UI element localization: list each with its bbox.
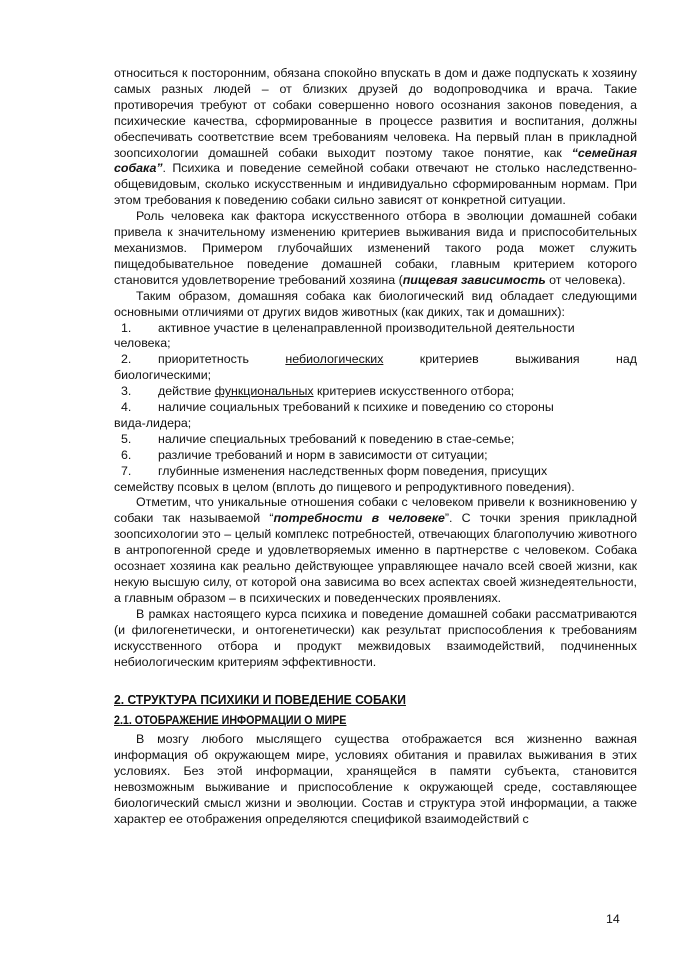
list-number: 7.: [121, 463, 132, 478]
list-number: 6.: [121, 447, 132, 462]
list-item-text-cont: биологическими;: [114, 368, 212, 383]
paragraph-text: Роль человека как фактора искусственного отбора в эволюции домашней собаки привела к значительному изменению критериев выживания вида и приспособительных механизмов. Примером глубочайших изменений такого рода может служить пищедобывательное поведение домашней собаки, главным критерием которого становится удовлетворение требований хозяина (: [114, 209, 637, 287]
list-item-text: наличие специальных требований к поведению в стае-семье;: [158, 431, 515, 446]
paragraph-text: от человека).: [545, 272, 626, 287]
underlined-term: функциональных: [214, 384, 314, 399]
list-item: [114, 400, 637, 432]
list-item-text: действие: [158, 384, 215, 399]
list-item-text: различие требований и норм в зависимости от ситуации;: [158, 447, 488, 462]
list-number: 4.: [121, 400, 132, 415]
paragraph-text: Отметим, что уникальные отношения собаки с человеком привели к возникновению у собаки так называемой “: [114, 495, 637, 526]
list-number: 2.: [121, 352, 132, 367]
list-item-text: наличие социальных требований к психике и поведению со стороны: [158, 400, 554, 415]
differences-list: [114, 321, 637, 496]
paragraph: [114, 209, 637, 289]
list-number: 5.: [121, 431, 132, 446]
list-item: [114, 321, 637, 353]
page-number: 14: [606, 912, 620, 926]
list-item: [114, 384, 637, 400]
paragraph: [114, 66, 637, 209]
paragraph-text: . Психика и поведение семейной собаки отвечают не столько наследственно-общевидовым, сколько искусственным и индивидуально сформированным нормам. При этом требования к поведению собаки сильно зависят от конкретной ситуации.: [114, 161, 637, 208]
term-need-for-human: потребности в человеке: [273, 511, 445, 526]
section-heading: 2. СТРУКТУРА ПСИХИКИ И ПОВЕДЕНИЕ СОБАКИ: [114, 692, 406, 708]
list-item-text: глубинные изменения наследственных форм поведения, присущих: [158, 463, 548, 478]
subsection-heading: 2.1. ОТОБРАЖЕНИЕ ИНФОРМАЦИИ О МИРЕ: [114, 715, 347, 728]
list-item: [114, 432, 637, 448]
paragraph: В рамках настоящего курса психика и поведение домашней собаки рассматриваются (и филогенетически, и онтогенетически) как результат приспособления к требованиям искусственного отбора и продукт межвидовых взаимодействий, подчиненных небиологическим критериям эффективности.: [114, 606, 637, 669]
list-item: [114, 352, 637, 384]
paragraph: Таким образом, домашняя собака как биологический вид обладает следующими основными отличиями от других видов животных (как диких, так и домашних):: [114, 288, 637, 319]
list-item-text: приоритетность: [158, 352, 286, 367]
list-item: [114, 464, 637, 496]
page-content: [114, 66, 637, 828]
list-number: 1.: [121, 320, 132, 335]
list-item: [114, 448, 637, 464]
paragraph: В мозгу любого мыслящего существа отображается вся жизненно важная информация об окружающем мире, условиях обитания и правилах выживания в этих условиях. Без этой информации, хранящейся в памяти субъекта, становится невозможным выживание и приспособление к окружающей среде, составляющее биологический смысл жизни и эволюции. Состав и структура этой информации, а также характер ее отображения определяются спецификой взаимодействий с: [114, 732, 637, 826]
list-item-text-cont: человека;: [114, 336, 171, 351]
list-item-text: активное участие в целенаправленной производительной деятельности: [158, 320, 575, 335]
list-item-text: критериев выживания над: [383, 352, 637, 367]
term-food-dependence: пищевая зависимость: [402, 272, 546, 287]
list-item-text: критериев искусственного отбора;: [313, 384, 515, 399]
underlined-term: небиологических: [285, 352, 384, 367]
paragraph: [114, 495, 637, 606]
list-number: 3.: [121, 384, 132, 399]
term-family-dog: “семейная собака”: [114, 145, 637, 176]
list-item-text-cont: семейству псовых в целом (вплоть до пищевого и репродуктивного поведения).: [114, 479, 575, 494]
list-item-text-cont: вида-лидера;: [114, 415, 192, 430]
paragraph-text: ”. С точки зрения прикладной зоопсихологии это – целый комплекс потребностей, отвечающих благополучию животного в антропогенной среде и удовлетворяемых именно в партнерстве с человеком. Собака осознает хозяина как реально действующее управляющее начало всей своей жизни, как некую высшую силу, от которой она зависима во всех аспектах своей жизнедеятельности, а главным образом – в психических и поведенческих проявлениях.: [114, 511, 637, 605]
paragraph-text: относиться к посторонним, обязана спокойно впускать в дом и даже подпускать к хозяину самых разных людей – от близких друзей до водопроводчика и врача. Такие противоречия требуют от собаки совершенно нового осознания законов поведения, а психические качества, сформированные в процессе развития и воспитания, должны обеспечивать соответствие всем требованиям человека. На первый план в прикладной зоопсихологии домашней собаки выходит поэтому такое понятие, как: [114, 66, 637, 160]
